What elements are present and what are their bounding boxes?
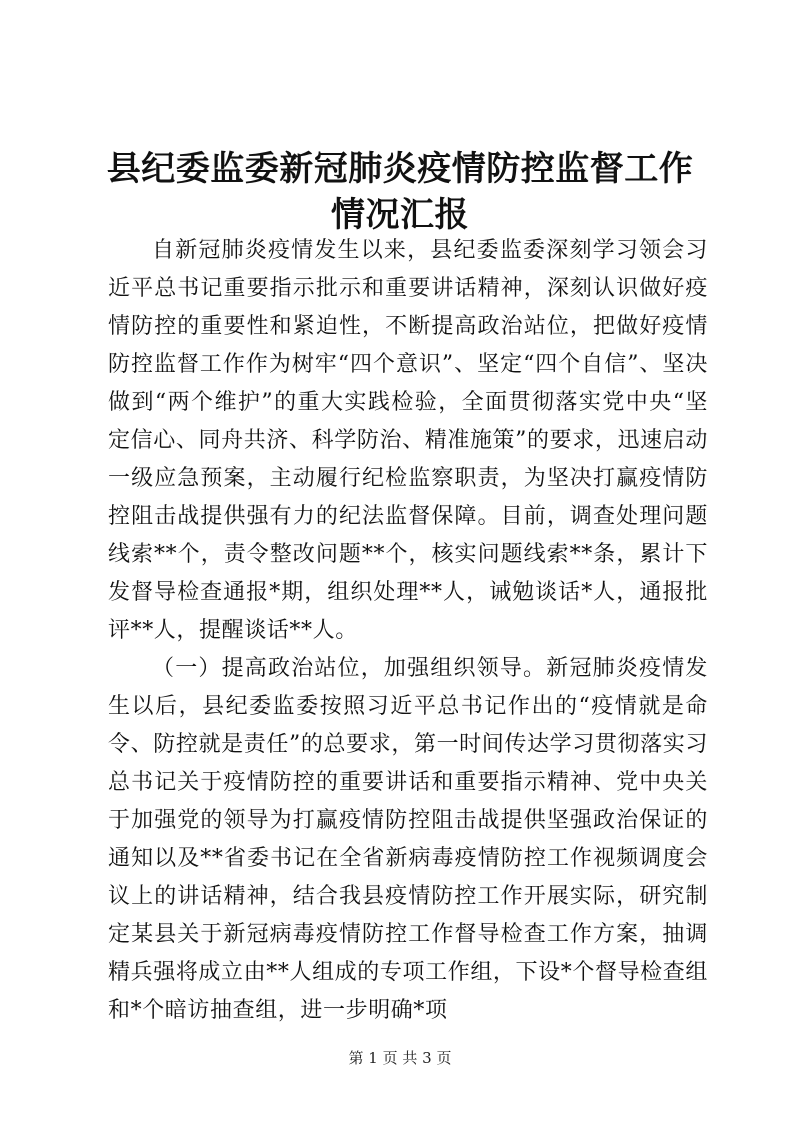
paragraph-section-1: （一）提高政治站位，加强组织领导。新冠肺炎疫情发生以后，县纪委监委按照习近平总书记作出的“疫情就是命令、防控就是责任”的总要求，第一时间传达学习贯彻落实习总书记关于疫情防控的重要讲话和重要指示精神、党中央关于加强党的领导为打赢疫情防控阻击战提供坚强政治保证的通知以及**省委书记在全省新病毒疫情防控工作视频调度会议上的讲话精神，结合我县疫情防控工作开展实际，研究制定某县关于新冠病毒疫情防控工作督导检查工作方案，抽调精兵强将成立由**人组成的专项工作组，下设*个督导检查组和*个暗访抽查组，进一步明确*项 — [108, 656, 708, 1023]
paragraph-intro: 自新冠肺炎疫情发生以来，县纪委监委深刻学习领会习近平总书记重要指示批示和重要讲话精神，深刻认识做好疫情防控的重要性和紧迫性，不断提高政治站位，把做好疫情防控监督工作作为树牢“四个意识”、坚定“四个自信”、坚决做到“两个维护”的重大实践检验，全面贯彻落实党中央“坚定信心、同舟共济、科学防治、精准施策”的要求，迅速启动一级应急预案，主动履行纪检监察职责，为坚决打赢疫情防控阻击战提供强有力的纪法监督保障。目前，调查处理问题线索**个，责令整改问题**个，核实问题线索**条，累计下发督导检查通报*期，组织处理**人，诫勉谈话*人，通报批评**人，提醒谈话**人。 — [108, 238, 708, 643]
document-title: 县纪委监委新冠肺炎疫情防控监督工作情况汇报 — [106, 149, 694, 235]
document-body — [108, 232, 708, 1030]
page-footer: 第 1 页 共 3 页 — [348, 1049, 452, 1067]
